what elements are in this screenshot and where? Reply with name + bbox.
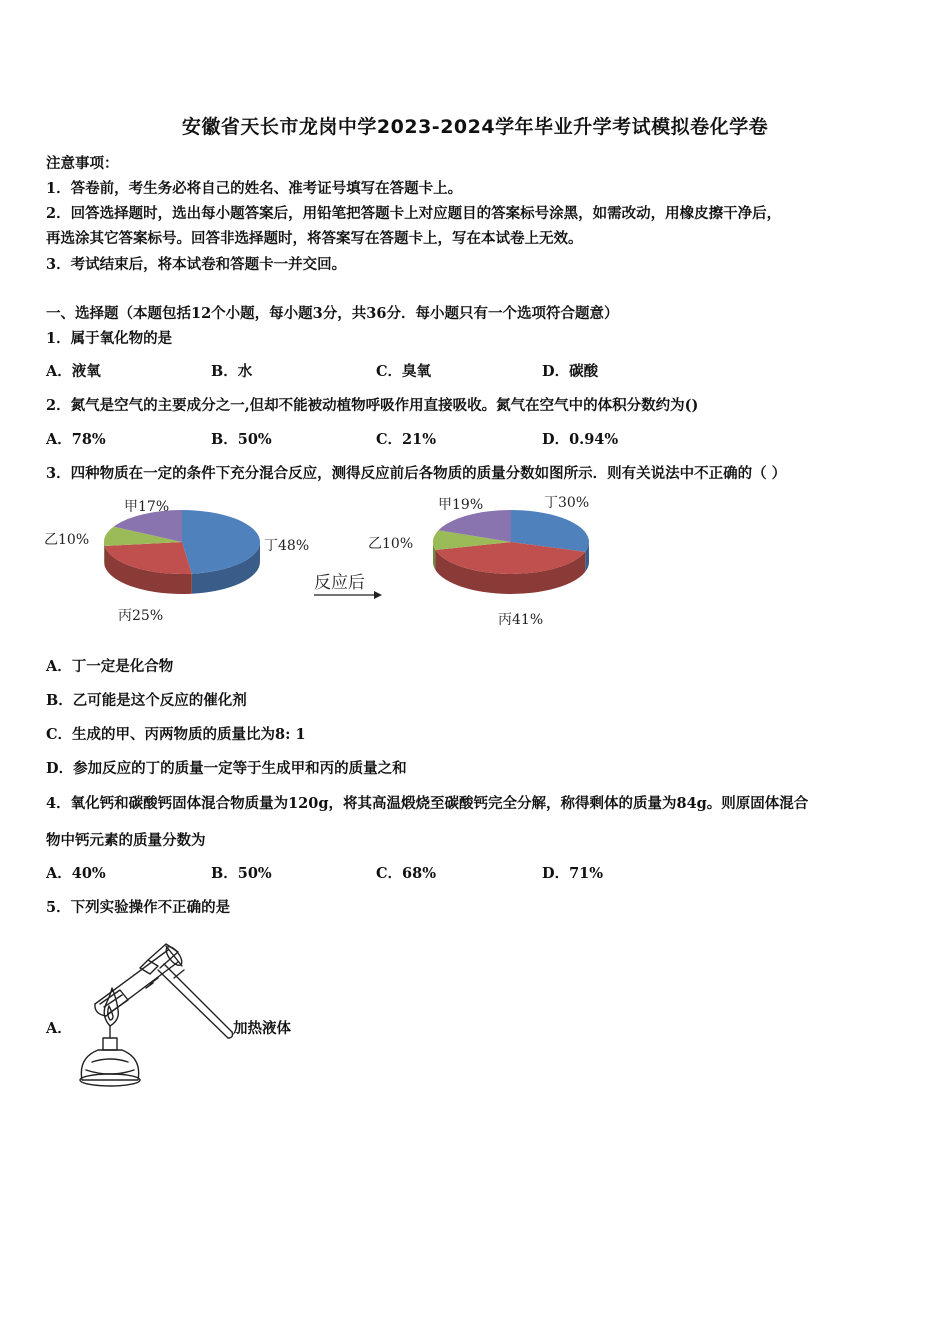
q4-option-a: A．40% xyxy=(46,865,106,882)
notice-item: 再选涂其它答案标号。回答非选择题时，将答案写在答题卡上，写在本试卷上无效。 xyxy=(46,230,583,247)
question-2-stem: 2．氮气是空气的主要成分之一,但却不能被动植物呼吸作用直接吸收。氮气在空气中的体积分数约为() xyxy=(46,397,699,414)
q1-option-a: A．液氧 xyxy=(46,363,101,380)
page-title: 安徽省天长市龙岗中学2023-2024学年毕业升学考试模拟卷化学卷 xyxy=(181,116,769,138)
q1-option-d: D．碳酸 xyxy=(542,363,599,380)
q3-option-d: D．参加反应的丁的质量一定等于生成甲和丙的质量之和 xyxy=(46,760,407,777)
q2-option-a: A．78% xyxy=(46,431,106,448)
question-3-stem: 3．四种物质在一定的条件下充分混合反应，测得反应前后各物质的质量分数如图所示．则有关说法中不正确的（ ） xyxy=(46,465,787,482)
notice-heading: 注意事项： xyxy=(46,155,119,172)
question-1-stem: 1．属于氧化物的是 xyxy=(46,330,173,347)
pie-label-甲: 甲19% xyxy=(438,497,484,513)
q1-option-c: C．臭氧 xyxy=(376,363,432,380)
q4-option-b: B．50% xyxy=(211,865,272,882)
question-4-stem-cont: 物中钙元素的质量分数为 xyxy=(46,832,206,849)
section-heading: 一、选择题（本题包括12个小题，每小题3分，共36分．每小题只有一个选项符合题意） xyxy=(46,305,619,322)
heating-liquid-illustration xyxy=(70,930,235,1095)
q2-option-b: B．50% xyxy=(211,431,272,448)
pie-label-丙: 丙41% xyxy=(498,612,544,628)
pie-label-甲: 甲17% xyxy=(124,499,170,515)
question-4-stem: 4．氧化钙和碳酸钙固体混合物质量为120g，将其高温煅烧至碳酸钙完全分解，称得剩体的质量为84g。则原固体混合 xyxy=(46,795,809,812)
q2-option-c: C．21% xyxy=(376,431,436,448)
pie-chart-before xyxy=(40,490,330,630)
notice-item: 3．考试结束后，将本试卷和答题卡一并交回。 xyxy=(46,256,347,273)
pie-label-乙: 乙10% xyxy=(368,536,414,552)
q5-option-a-letter: A． xyxy=(46,1020,72,1037)
q3-option-c: C．生成的甲、丙两物质的质量比为8: 1 xyxy=(46,726,306,743)
q3-option-a: A．丁一定是化合物 xyxy=(46,658,174,675)
q1-option-b: B．水 xyxy=(211,363,253,380)
pie-label-丁: 丁48% xyxy=(264,538,310,554)
q5-option-a-caption: 加热液体 xyxy=(233,1020,291,1037)
q4-option-d: D．71% xyxy=(542,865,604,882)
pie-chart-after xyxy=(362,490,622,630)
notice-item: 1．答卷前，考生务必将自己的姓名、准考证号填写在答题卡上。 xyxy=(46,180,463,197)
pie-label-丁: 丁30% xyxy=(544,495,590,511)
question-5-stem: 5．下列实验操作不正确的是 xyxy=(46,899,231,916)
q3-option-b: B．乙可能是这个反应的催化剂 xyxy=(46,692,247,709)
notice-item: 2．回答选择题时，选出每小题答案后，用铅笔把答题卡上对应题目的答案标号涂黑，如需改动，用橡皮擦干净后， xyxy=(46,205,782,222)
q4-option-c: C．68% xyxy=(376,865,436,882)
arrow-label: 反应后 xyxy=(314,573,365,593)
pie-label-丙: 丙25% xyxy=(118,608,164,624)
pie-label-乙: 乙10% xyxy=(44,532,90,548)
q2-option-d: D．0.94% xyxy=(542,431,619,448)
